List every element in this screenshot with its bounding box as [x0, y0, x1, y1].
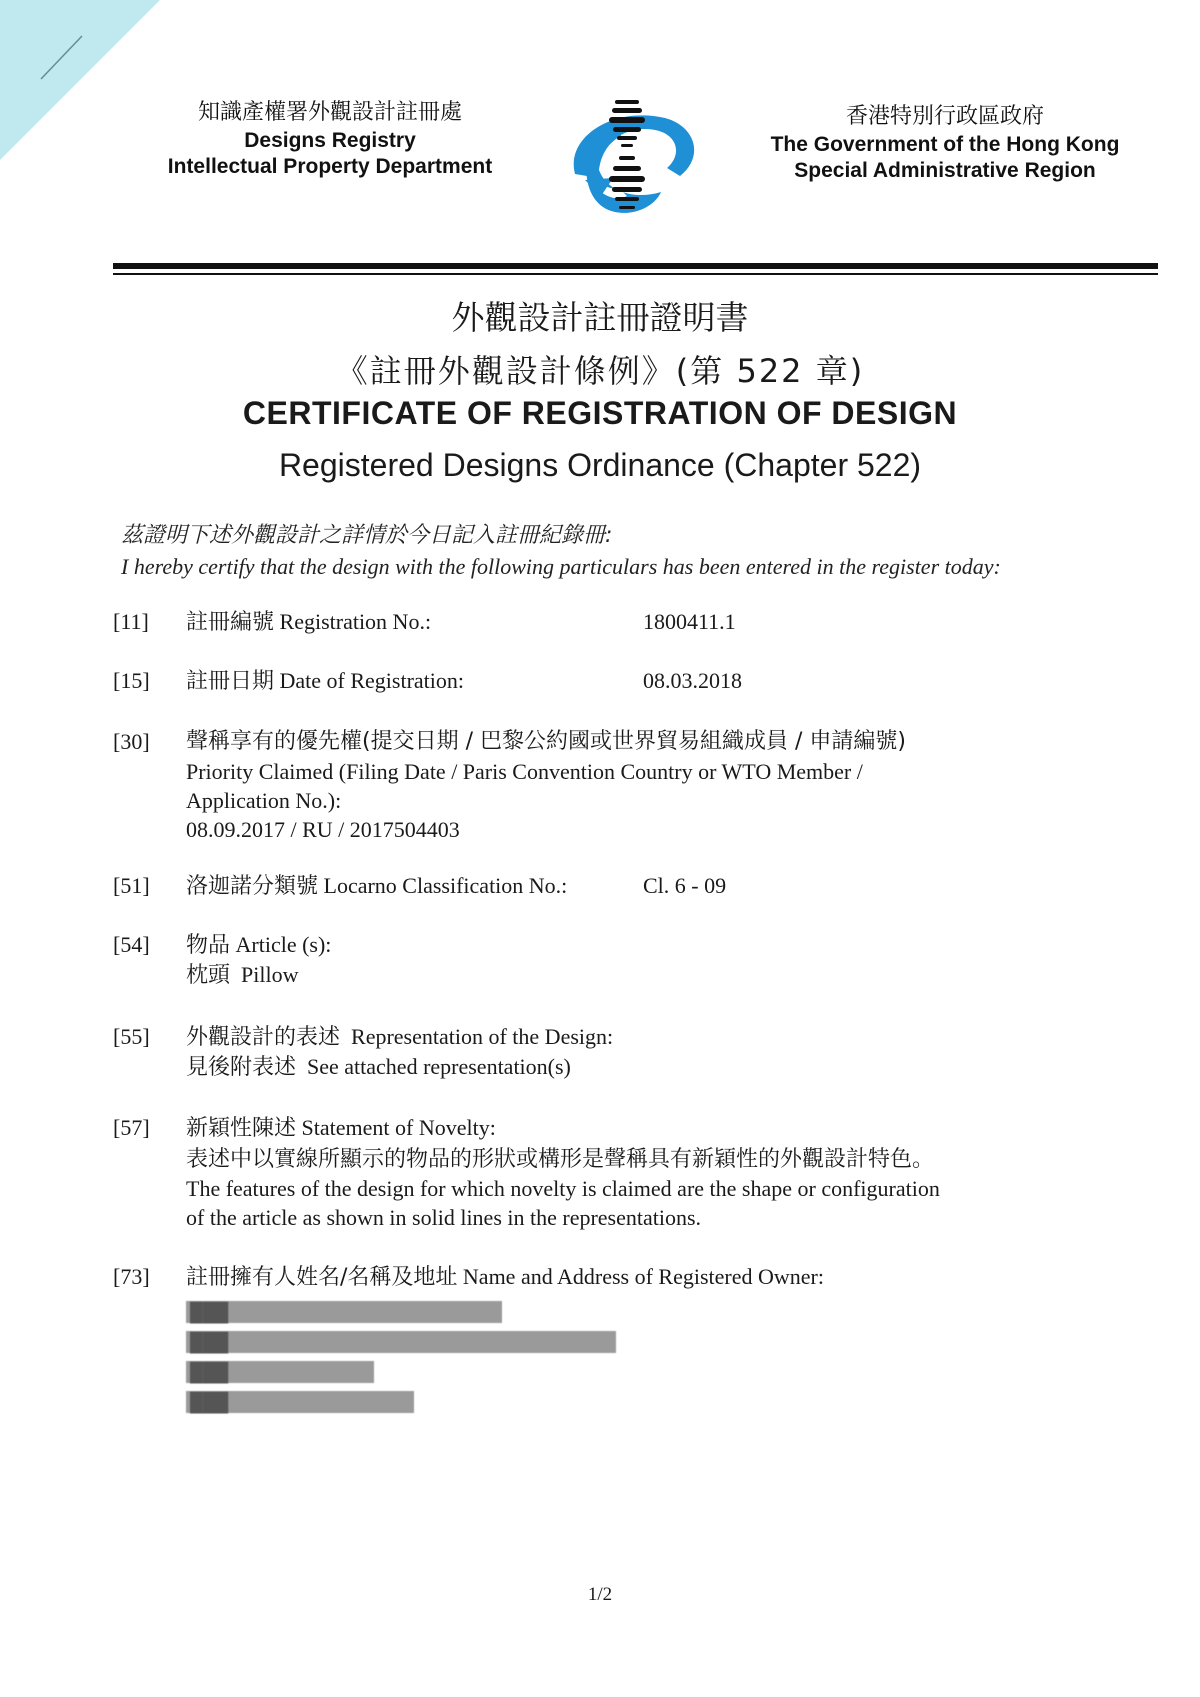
field-label-en: Priority Claimed (Filing Date / Paris Convention Country or WTO Member / — [186, 759, 863, 784]
redacted-owner-country: ███ — [186, 1391, 414, 1413]
field-label-en: Article (s): — [235, 932, 332, 957]
novelty-text-en-line2: of the article as shown in solid lines in the representations. — [186, 1205, 702, 1230]
field-code: [30] — [113, 729, 150, 754]
registration-date-value: 08.03.2018 — [643, 668, 742, 693]
article-value-en: Pillow — [241, 962, 299, 987]
field-label-en: Locarno Classification No.: — [323, 873, 568, 898]
field-label-zh: 註冊編號 — [186, 610, 275, 635]
field-label-en: Name and Address of Registered Owner: — [462, 1264, 824, 1289]
representation-value-zh: 見後附表述 — [186, 1055, 297, 1080]
issuer-name-zh: 知識產權署外觀設計註冊處 — [197, 100, 462, 125]
field-code: [73] — [113, 1264, 150, 1289]
redacted-owner-address-line1: ███ — [186, 1331, 616, 1353]
registration-number-value: 1800411.1 — [643, 609, 736, 634]
field-article — [113, 930, 1113, 994]
government-name-zh: 香港特別行政區政府 — [845, 104, 1044, 129]
header-divider-thin — [113, 273, 1158, 275]
field-label-en-cont: Application No.): — [186, 788, 342, 813]
novelty-text-zh: 表述中以實線所顯示的物品的形狀或構形是聲稱具有新穎性的外觀設計特色。 — [186, 1147, 935, 1172]
pen-mark-icon — [36, 34, 86, 84]
field-label-zh: 註冊日期 — [186, 669, 275, 694]
field-label-zh: 外觀設計的表述 — [186, 1025, 341, 1050]
field-code: [54] — [113, 932, 150, 957]
field-label-en: Registration No.: — [279, 609, 432, 634]
certificate-title-en: CERTIFICATE OF REGISTRATION OF DESIGN — [242, 395, 958, 431]
certification-statement-en: I hereby certify that the design with the following particulars has been entered in the register today: — [121, 554, 1001, 579]
ordinance-title-zh: 《註冊外觀設計條例》(第 522 章) — [335, 352, 865, 390]
government-name-en-line1: The Government of the Hong Kong — [770, 133, 1120, 156]
field-priority-claimed — [113, 727, 1113, 847]
field-label-en: Date of Registration: — [279, 668, 465, 693]
hksar-government-emblem-icon — [555, 96, 705, 228]
certification-statement — [121, 522, 1121, 584]
redacted-owner-address-line2: ███ — [186, 1361, 374, 1383]
government-name-en-line2: Special Administrative Region — [794, 159, 1096, 182]
field-label-zh: 物品 — [186, 933, 231, 958]
field-label-zh: 新穎性陳述 — [186, 1116, 297, 1141]
novelty-text-en-line1: The features of the design for which novelty is claimed are the shape or configuration — [186, 1176, 940, 1201]
certification-statement-zh: 茲證明下述外觀設計之詳情於今日記入註冊紀錄冊: — [121, 523, 613, 548]
issuer-header — [150, 98, 510, 180]
field-code: [57] — [113, 1115, 150, 1140]
certificate-title-zh: 外觀設計註冊證明書 — [451, 298, 749, 337]
field-label-en: Representation of the Design: — [351, 1024, 614, 1049]
header-divider-thick — [113, 263, 1158, 269]
field-label-zh: 聲稱享有的優先權(提交日期 / 巴黎公約國或世界貿易組織成員 / 申請編號) — [186, 729, 906, 754]
redacted-owner-name: ███ — [186, 1301, 502, 1323]
field-code: [51] — [113, 873, 150, 898]
field-statement-of-novelty — [113, 1113, 1113, 1243]
field-code: [11] — [113, 609, 149, 634]
field-label-en: Statement of Novelty: — [301, 1115, 496, 1140]
field-label-zh: 註冊擁有人姓名/名稱及地址 — [186, 1265, 458, 1290]
issuer-registry-en: Designs Registry — [244, 129, 416, 152]
field-representation — [113, 1022, 1113, 1086]
field-code: [15] — [113, 668, 150, 693]
field-code: [55] — [113, 1024, 150, 1049]
page-number: 1/2 — [587, 1584, 613, 1605]
priority-claimed-value: 08.09.2017 / RU / 2017504403 — [186, 817, 460, 842]
representation-value-en: See attached representation(s) — [307, 1054, 571, 1079]
ordinance-title-en: Registered Designs Ordinance (Chapter 522) — [278, 447, 922, 483]
government-header — [745, 102, 1145, 184]
field-label-zh: 洛迦諾分類號 — [186, 874, 319, 899]
article-value-zh: 枕頭 — [186, 963, 231, 988]
locarno-classification-value: Cl. 6 - 09 — [643, 873, 727, 898]
field-registered-owner — [113, 1262, 1113, 1412]
issuer-department-en: Intellectual Property Department — [167, 155, 493, 178]
